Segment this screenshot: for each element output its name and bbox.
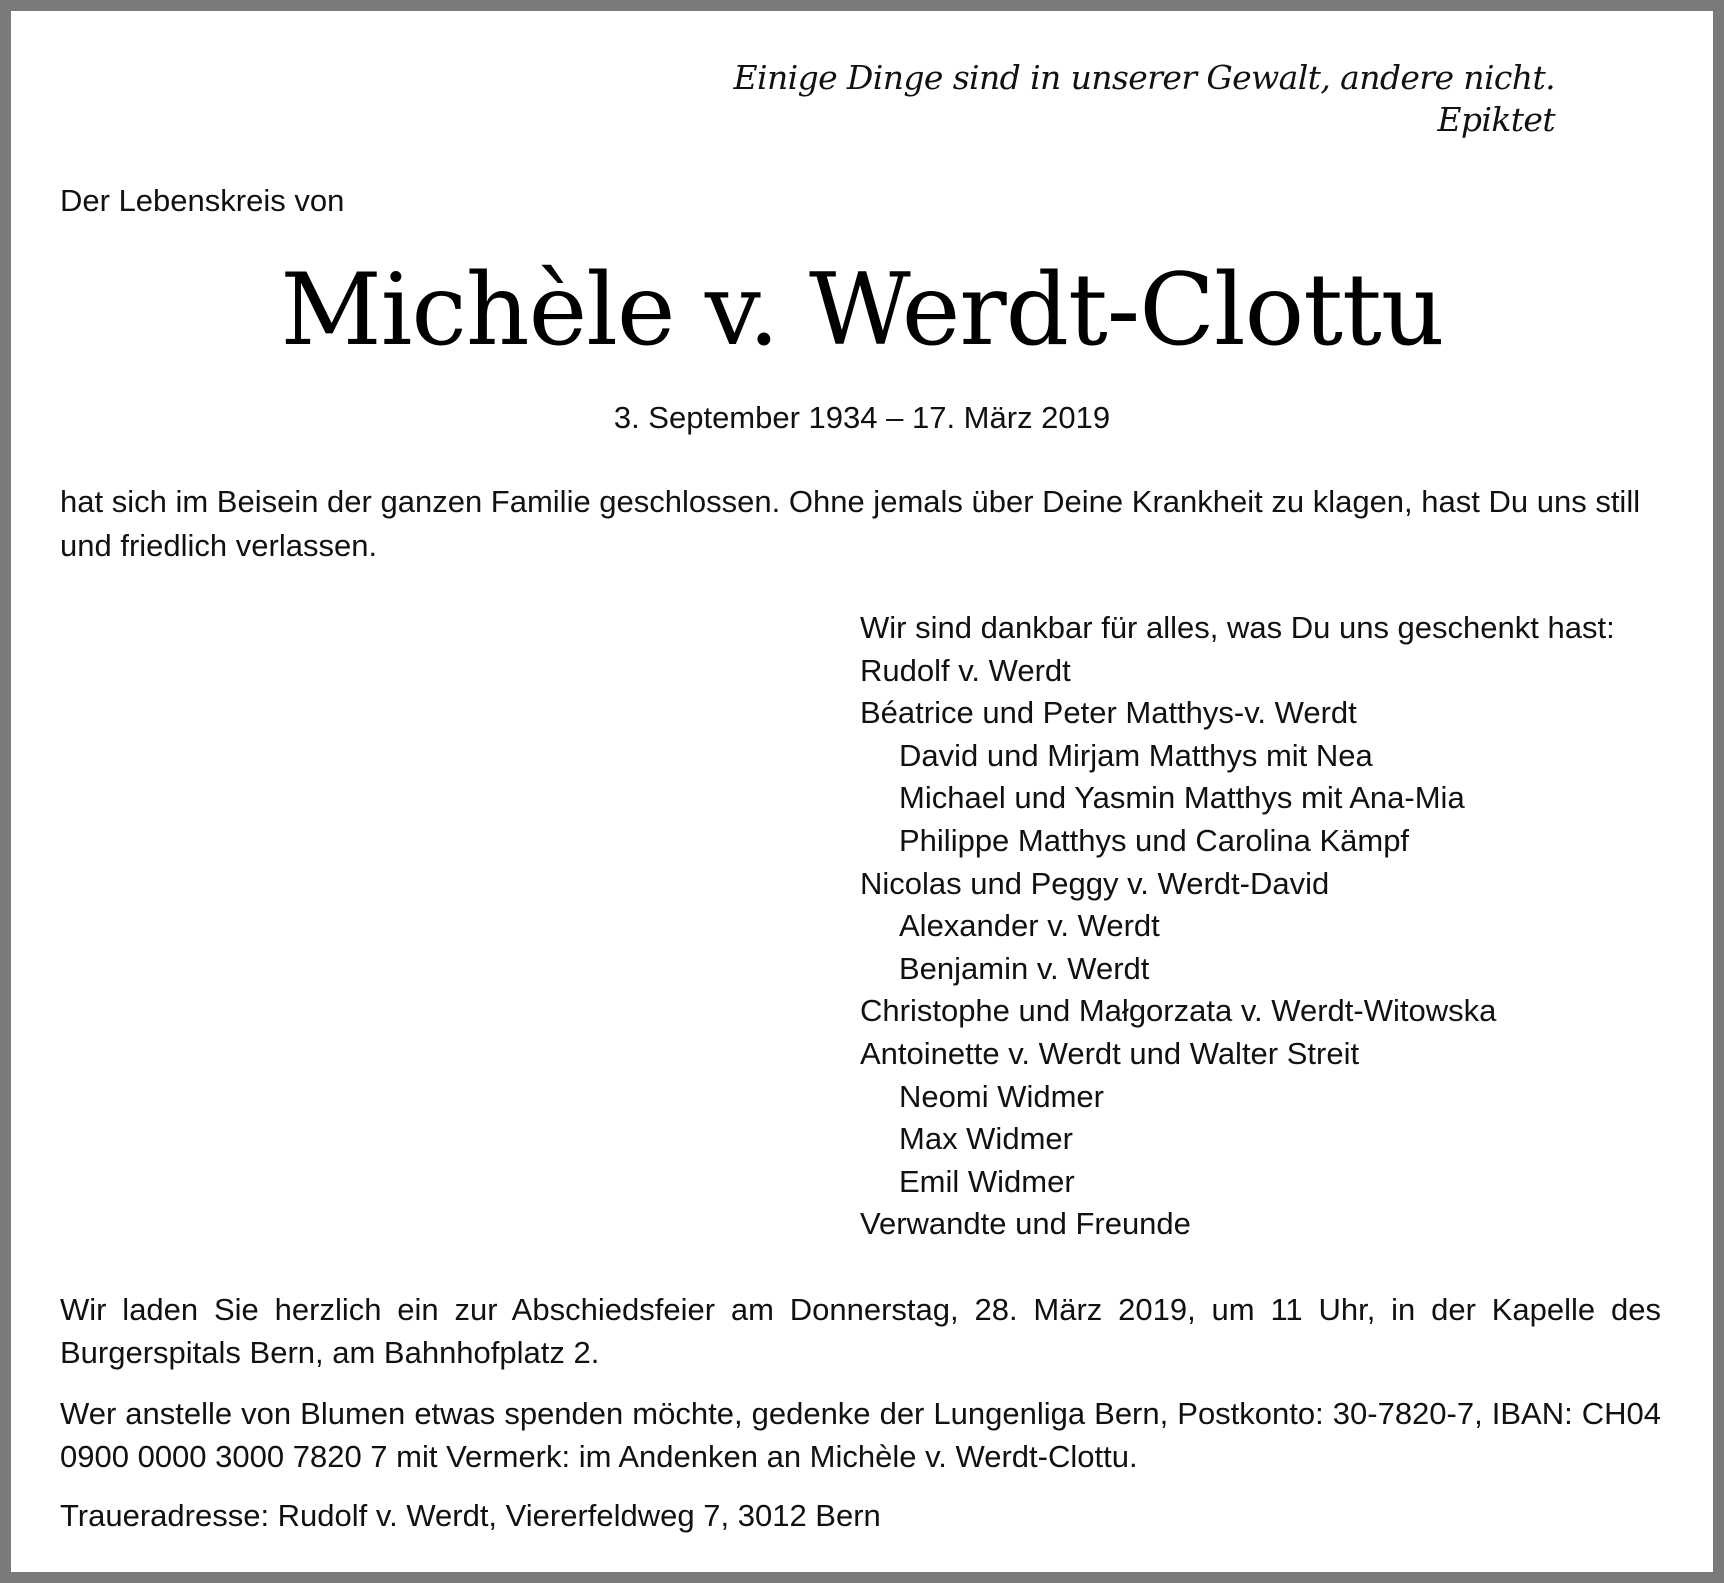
motto	[734, 57, 1555, 141]
family-thanks: Wir sind dankbar für alles, was Du uns geschenkt hast:	[860, 610, 1615, 645]
family-member: Antoinette v. Werdt und Walter Streit	[860, 1035, 1360, 1071]
invitation-text: Wir laden Sie herzlich ein zur Abschiedsfeier am Donnerstag, 28. März 2019, um 11 Uhr, in der Kapelle des Burgerspitals Bern, am Bahnhofplatz 2.	[60, 1292, 1661, 1370]
family-member: Max Widmer	[899, 1121, 1073, 1157]
donation-text: Wer anstelle von Blumen etwas spenden möchte, gedenke der Lungenliga Bern, Postkonto: 30-7820-7, IBAN: CH04 0900 0000 3000 7820 7 mit Vermerk: im Andenken an Michèle v. Werdt-Clottu.	[60, 1396, 1661, 1474]
family-member: Verwandte und Freunde	[860, 1206, 1191, 1242]
family-member: Emil Widmer	[899, 1163, 1075, 1199]
obituary-notice	[11, 11, 1713, 1572]
family-member: Michael und Yasmin Matthys mit Ana-Mia	[899, 780, 1465, 816]
family-member: Benjamin v. Werdt	[899, 950, 1150, 986]
family-member: Nicolas und Peggy v. Werdt-David	[860, 865, 1330, 901]
message-text: hat sich im Beisein der ganzen Familie geschlossen. Ohne jemals über Deine Krankheit zu klagen, hast Du uns still und friedlich verlassen.	[60, 484, 1641, 563]
family-member: Neomi Widmer	[899, 1078, 1104, 1114]
motto-author: Epiktet	[1437, 100, 1555, 139]
motto-quote: Einige Dinge sind in unserer Gewalt, andere nicht.	[733, 58, 1555, 97]
deceased-name: Michèle v. Werdt-Clottu	[280, 253, 1444, 368]
family-member: Alexander v. Werdt	[899, 908, 1160, 944]
family-list	[860, 607, 1615, 1246]
family-member: Philippe Matthys und Carolina Kämpf	[899, 822, 1410, 858]
mourning-address: Traueradresse: Rudolf v. Werdt, Viererfeldweg 7, 3012 Bern	[60, 1498, 881, 1533]
life-dates: 3. September 1934 – 17. März 2019	[613, 400, 1111, 435]
family-member: Béatrice und Peter Matthys-v. Werdt	[860, 695, 1357, 731]
family-member: David und Mirjam Matthys mit Nea	[899, 737, 1373, 773]
intro-text: Der Lebenskreis von	[60, 183, 345, 218]
family-member: Rudolf v. Werdt	[860, 652, 1071, 688]
family-member: Christophe und Małgorzata v. Werdt-Witowska	[860, 993, 1497, 1029]
